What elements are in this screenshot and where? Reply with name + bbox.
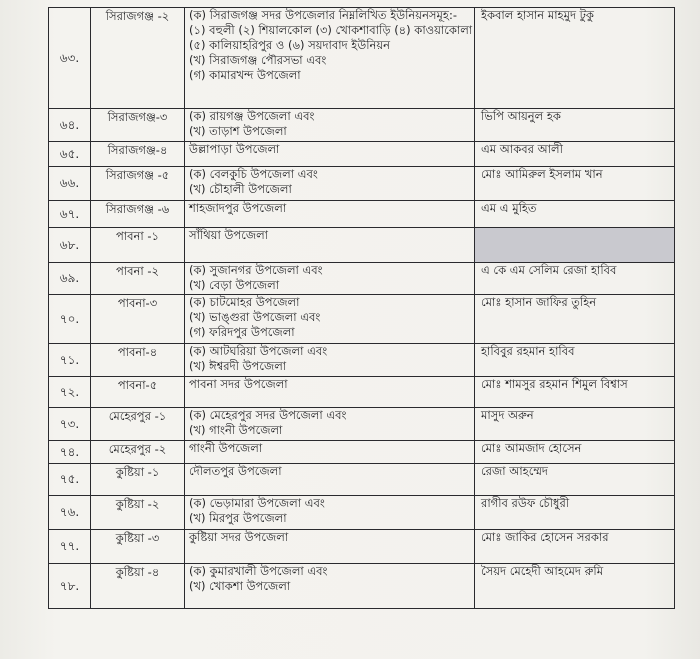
constituency-area bbox=[185, 564, 475, 609]
serial-number: ৭১. bbox=[49, 344, 91, 377]
constituency-name: কুষ্টিয়া -৪ bbox=[91, 564, 185, 609]
constituency-area bbox=[185, 441, 475, 464]
constituency-name: সিরাজগঞ্জ-৪ bbox=[91, 142, 185, 167]
constituency-name: মেহেরপুর -২ bbox=[91, 441, 185, 464]
area-line: (৫) কালিয়াহরিপুর ও (৬) সয়দাবাদ ইউনিয়ন bbox=[189, 38, 391, 52]
table-row bbox=[49, 464, 675, 496]
candidate-name: সৈয়দ মেহেদী আহমেদ রুমি bbox=[475, 564, 675, 609]
serial-number: ৬৪. bbox=[49, 109, 91, 142]
table-row bbox=[49, 295, 675, 344]
constituency-area bbox=[185, 263, 475, 295]
area-line: (খ) মিরপুর উপজেলা bbox=[189, 511, 287, 525]
area-line: (ক) কুমারখালী উপজেলা এবং bbox=[189, 564, 328, 578]
constituency-area bbox=[185, 201, 475, 228]
area-line: (খ) সিরাজগঞ্জ পৌরসভা এবং bbox=[189, 53, 327, 67]
serial-number: ৬৩. bbox=[49, 8, 91, 109]
area-line: দৌলতপুর উপজেলা bbox=[189, 464, 282, 478]
candidate-name: রেজা আহম্মেদ bbox=[475, 464, 675, 496]
constituency-name: পাবনা-৩ bbox=[91, 295, 185, 344]
table-row bbox=[49, 263, 675, 295]
table-row bbox=[49, 344, 675, 377]
table-row bbox=[49, 142, 675, 167]
serial-number: ৭৬. bbox=[49, 496, 91, 530]
constituency-area bbox=[185, 109, 475, 142]
constituency-name: সিরাজগঞ্জ -৫ bbox=[91, 167, 185, 201]
serial-number: ৭৪. bbox=[49, 441, 91, 464]
table-row bbox=[49, 8, 675, 109]
constituency-table bbox=[48, 7, 675, 609]
constituency-name: সিরাজগঞ্জ -২ bbox=[91, 8, 185, 109]
area-line: (ক) আটঘরিয়া উপজেলা এবং bbox=[189, 344, 328, 358]
candidate-name: মোঃ শামসুর রহমান শিমুল বিশ্বাস bbox=[475, 377, 675, 408]
constituency-area bbox=[185, 167, 475, 201]
area-line: (খ) ভাঙ্গুরা উপজেলা এবং bbox=[189, 310, 321, 324]
constituency-name: কুষ্টিয়া -১ bbox=[91, 464, 185, 496]
constituency-name: পাবনা-৫ bbox=[91, 377, 185, 408]
candidate-name: মোঃ আমজাদ হোসেন bbox=[475, 441, 675, 464]
serial-number: ৭২. bbox=[49, 377, 91, 408]
area-line: উল্লাপাড়া উপজেলা bbox=[189, 142, 280, 156]
constituency-name: কুষ্টিয়া -৩ bbox=[91, 530, 185, 564]
constituency-name: পাবনা -২ bbox=[91, 263, 185, 295]
constituency-name: মেহেরপুর -১ bbox=[91, 408, 185, 441]
area-line: পাবনা সদর উপজেলা bbox=[189, 377, 288, 391]
area-line: (ক) সুজানগর উপজেলা এবং bbox=[189, 263, 323, 277]
constituency-area bbox=[185, 228, 475, 263]
constituency-area bbox=[185, 408, 475, 441]
serial-number: ৬৮. bbox=[49, 228, 91, 263]
candidate-name: এম এ মুহিত bbox=[475, 201, 675, 228]
constituency-area bbox=[185, 530, 475, 564]
serial-number: ৭৮. bbox=[49, 564, 91, 609]
serial-number: ৭৩. bbox=[49, 408, 91, 441]
constituency-area bbox=[185, 344, 475, 377]
constituency-area bbox=[185, 295, 475, 344]
table-row bbox=[49, 408, 675, 441]
table-row bbox=[49, 564, 675, 609]
candidate-name: মোঃ আমিরুল ইসলাম খান bbox=[475, 167, 675, 201]
table-row bbox=[49, 201, 675, 228]
table-row bbox=[49, 441, 675, 464]
area-line: গাংনী উপজেলা bbox=[189, 441, 263, 455]
area-line: (ক) সিরাজগঞ্জ সদর উপজেলার নিম্নলিখিত ইউনিয়নসমূহ:- bbox=[189, 8, 457, 22]
constituency-area bbox=[185, 142, 475, 167]
area-line: সাঁথিয়া উপজেলা bbox=[189, 228, 269, 242]
table-body bbox=[49, 8, 675, 609]
serial-number: ৬৭. bbox=[49, 201, 91, 228]
area-line: (গ) কামারখন্দ উপজেলা bbox=[189, 68, 301, 82]
candidate-name: এ কে এম সেলিম রেজা হাবিব bbox=[475, 263, 675, 295]
area-line: (ক) রায়গঞ্জ উপজেলা এবং bbox=[189, 109, 315, 123]
constituency-name: সিরাজগঞ্জ-৩ bbox=[91, 109, 185, 142]
constituency-name: কুষ্টিয়া -২ bbox=[91, 496, 185, 530]
candidate-name: মোঃ হাসান জাফির তুহিন bbox=[475, 295, 675, 344]
candidate-name: মাসুদ অরুন bbox=[475, 408, 675, 441]
constituency-area bbox=[185, 8, 475, 109]
candidate-name: ইকবাল হাসান মাহমুদ টুকু bbox=[475, 8, 675, 109]
area-line: কুষ্টিয়া সদর উপজেলা bbox=[189, 530, 289, 544]
area-line: (খ) ঈশ্বরদী উপজেলা bbox=[189, 359, 287, 373]
candidate-name: রাগীব রউফ চৌধুরী bbox=[475, 496, 675, 530]
serial-number: ৭৫. bbox=[49, 464, 91, 496]
area-line: শাহজাদপুর উপজেলা bbox=[189, 201, 287, 215]
candidate-name: ভিপি আয়নুল হক bbox=[475, 109, 675, 142]
serial-number: ৬৬. bbox=[49, 167, 91, 201]
serial-number: ৬৯. bbox=[49, 263, 91, 295]
area-line: (ক) ভেড়ামারা উপজেলা এবং bbox=[189, 496, 325, 510]
table-row bbox=[49, 530, 675, 564]
constituency-area bbox=[185, 464, 475, 496]
area-line: (খ) বেড়া উপজেলা bbox=[189, 278, 280, 292]
area-line: (ক) মেহেরপুর সদর উপজেলা এবং bbox=[189, 408, 347, 422]
candidate-name: হাবিবুর রহমান হাবিব bbox=[475, 344, 675, 377]
area-line: (গ) ফরিদপুর উপজেলা bbox=[189, 325, 295, 339]
constituency-area bbox=[185, 496, 475, 530]
serial-number: ৭০. bbox=[49, 295, 91, 344]
table-row bbox=[49, 228, 675, 263]
table-row bbox=[49, 167, 675, 201]
serial-number: ৬৫. bbox=[49, 142, 91, 167]
candidate-name: এম আকবর আলী bbox=[475, 142, 675, 167]
table-row bbox=[49, 377, 675, 408]
area-line: (ক) চাটমোহর উপজেলা bbox=[189, 295, 300, 309]
constituency-name: পাবনা-৪ bbox=[91, 344, 185, 377]
candidate-name: মোঃ জাকির হোসেন সরকার bbox=[475, 530, 675, 564]
table-row bbox=[49, 109, 675, 142]
candidate-name bbox=[475, 228, 675, 263]
area-line: (খ) তাড়াশ উপজেলা bbox=[189, 124, 287, 138]
serial-number: ৭৭. bbox=[49, 530, 91, 564]
area-line: (ক) বেলকুচি উপজেলা এবং bbox=[189, 167, 318, 181]
area-line: (খ) চৌহালী উপজেলা bbox=[189, 182, 292, 196]
table-row bbox=[49, 496, 675, 530]
constituency-area bbox=[185, 377, 475, 408]
constituency-name: পাবনা -১ bbox=[91, 228, 185, 263]
area-line: (খ) খোকশা উপজেলা bbox=[189, 579, 291, 593]
constituency-name: সিরাজগঞ্জ -৬ bbox=[91, 201, 185, 228]
area-line: (খ) গাংনী উপজেলা bbox=[189, 423, 283, 437]
area-line: (১) বহুলী (২) শিয়ালকোল (৩) খোকশাবাড়ি (৪) কাওয়াকোলা bbox=[189, 23, 473, 37]
